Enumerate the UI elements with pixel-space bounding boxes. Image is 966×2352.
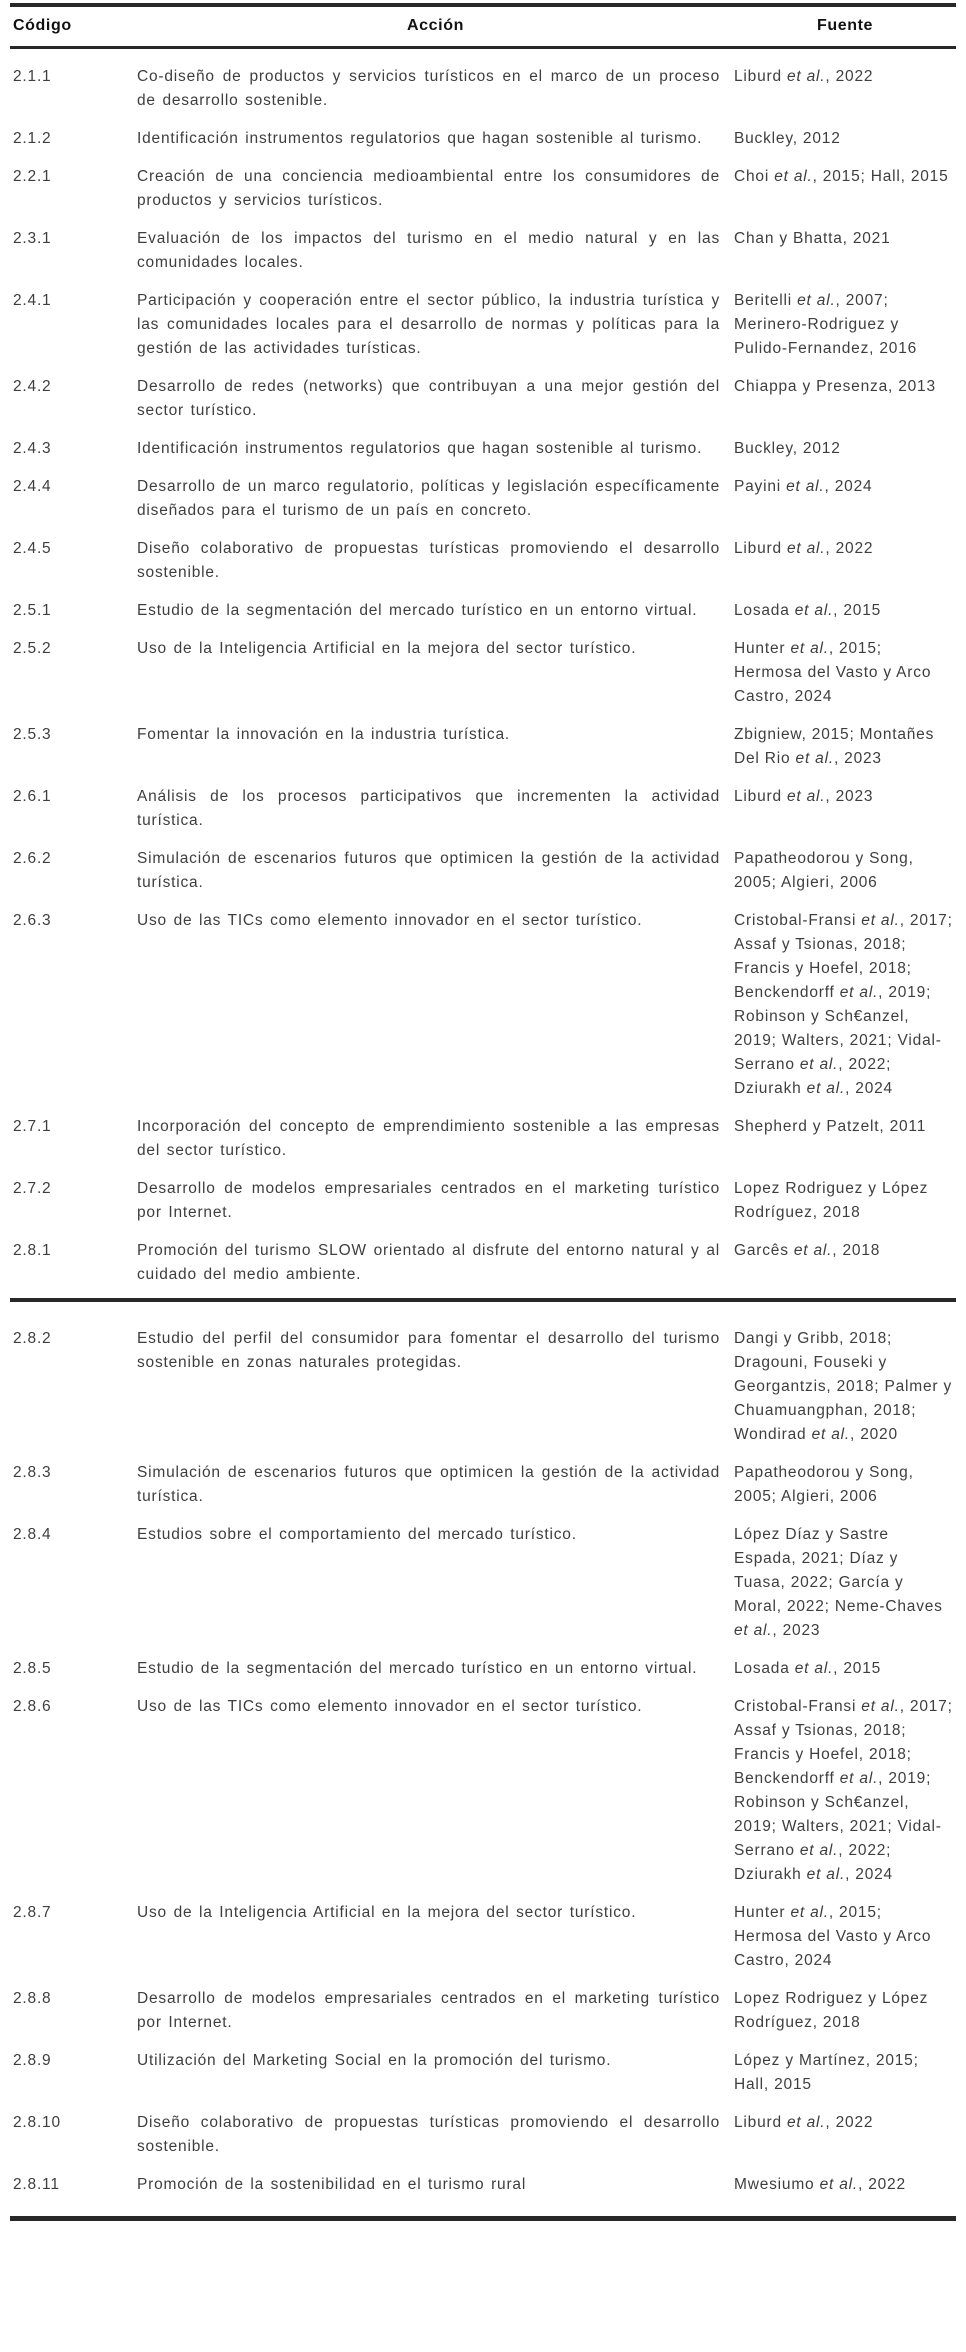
table-row [10,778,956,840]
table-row [10,902,956,1108]
accion-cell: Desarrollo de un marco regulatorio, políticas y legislación específicamente diseñados para el turismo de un país en concreto. [137,478,720,519]
fuente-cell: Payini et al., 2024 [734,478,873,495]
codigo-cell: 2.8.1 [13,1242,52,1259]
codigo-cell: 2.8.9 [13,2052,52,2069]
codigo-cell: 2.8.11 [13,2176,60,2193]
fuente-cell: Buckley, 2012 [734,130,841,147]
codigo-cell: 2.5.2 [13,640,52,657]
codigo-cell: 2.3.1 [13,230,52,247]
accion-cell: Creación de una conciencia medioambiental entre los consumidores de productos y servicios turísticos. [137,168,720,209]
accion-cell: Estudio de la segmentación del mercado turístico en un entorno virtual. [137,1660,698,1677]
table-body [10,49,956,2204]
table-row [10,1980,956,2042]
codigo-cell: 2.8.10 [13,2114,61,2131]
accion-cell: Estudio del perfil del consumidor para fomentar el desarrollo del turismo sostenible en zonas naturales protegidas. [137,1330,720,1371]
fuente-cell: Cristobal-Fransi et al., 2017; Assaf y Tsionas, 2018; Francis y Hoefel, 2018; Benckendorff et al., 2019; Robinson y Sch€anzel, 2019; Walters, 2021; Vidal-Serrano et al., 2022; Dziurakh et al., 2024 [734,1698,953,1883]
fuente-cell: Papatheodorou y Song, 2005; Algieri, 2006 [734,1464,914,1505]
fuente-cell: Losada et al., 2015 [734,1660,882,1677]
table-row [10,430,956,468]
table-row [10,1454,956,1516]
table-row [10,1232,956,1294]
fuente-cell: Lopez Rodriguez y López Rodríguez, 2018 [734,1990,929,2031]
fuente-cell: Cristobal-Fransi et al., 2017; Assaf y Tsionas, 2018; Francis y Hoefel, 2018; Benckendorff et al., 2019; Robinson y Sch€anzel, 2019; Walters, 2021; Vidal-Serrano et al., 2022; Dziurakh et al., 2024 [734,912,953,1097]
codigo-cell: 2.8.7 [13,1904,52,1921]
table-row [10,1516,956,1650]
accion-cell: Promoción de la sostenibilidad en el turismo rural [137,2176,527,2193]
accion-cell: Estudio de la segmentación del mercado turístico en un entorno virtual. [137,602,698,619]
accion-cell: Utilización del Marketing Social en la promoción del turismo. [137,2052,612,2069]
table-row [10,368,956,430]
fuente-cell: Papatheodorou y Song, 2005; Algieri, 2006 [734,850,914,891]
table-row [10,1108,956,1170]
accion-cell: Desarrollo de modelos empresariales centrados en el marketing turístico por Internet. [137,1990,720,2031]
codigo-cell: 2.5.1 [13,602,52,619]
accion-cell: Diseño colaborativo de propuestas turísticas promoviendo el desarrollo sostenible. [137,540,720,581]
table-row [10,282,956,368]
accion-cell: Uso de las TICs como elemento innovador en el sector turístico. [137,1698,643,1715]
table-row [10,630,956,716]
table-row [10,1688,956,1894]
codigo-cell: 2.4.4 [13,478,52,495]
accion-cell: Promoción del turismo SLOW orientado al disfrute del entorno natural y al cuidado del medio ambiente. [137,1242,720,1283]
codigo-cell: 2.8.8 [13,1990,52,2007]
table-row [10,58,956,120]
table-row [10,1894,956,1980]
codigo-cell: 2.1.2 [13,130,52,147]
accion-cell: Uso de la Inteligencia Artificial en la mejora del sector turístico. [137,1904,637,1921]
accion-cell: Desarrollo de redes (networks) que contribuyan a una mejor gestión del sector turístico. [137,378,720,419]
codigo-cell: 2.8.6 [13,1698,52,1715]
fuente-cell: Chan y Bhatta, 2021 [734,230,891,247]
fuente-cell: Dangi y Gribb, 2018; Dragouni, Fouseki y Georgantzis, 2018; Palmer y Chuamuangphan, 2018; Wondirad et al., 2020 [734,1330,953,1443]
codigo-cell: 2.4.2 [13,378,52,395]
codigo-cell: 2.8.3 [13,1464,52,1481]
table-row [10,2042,956,2104]
codigo-cell: 2.6.3 [13,912,52,929]
accion-cell: Fomentar la innovación en la industria turística. [137,726,511,743]
table-row [10,2166,956,2204]
table-row [10,1650,956,1688]
fuente-cell: Choi et al., 2015; Hall, 2015 [734,168,949,185]
column-header-fuente: Fuente [816,17,874,34]
table-row [10,220,956,282]
accion-cell: Análisis de los procesos participativos que incrementen la actividad turística. [137,788,720,829]
table-row [10,592,956,630]
table-row [10,530,956,592]
accion-cell: Evaluación de los impactos del turismo en el medio natural y en las comunidades locales. [137,230,720,271]
table-row [10,716,956,778]
fuente-cell: Chiappa y Presenza, 2013 [734,378,936,395]
accion-cell: Uso de la Inteligencia Artificial en la mejora del sector turístico. [137,640,637,657]
codigo-cell: 2.4.5 [13,540,52,557]
table-header-row [10,7,956,46]
table-row [10,468,956,530]
codigo-cell: 2.8.2 [13,1330,52,1347]
fuente-cell: Liburd et al., 2022 [734,68,874,85]
codigo-cell: 2.6.1 [13,788,52,805]
fuente-cell: Losada et al., 2015 [734,602,882,619]
accion-cell: Estudios sobre el comportamiento del mercado turístico. [137,1526,577,1543]
codigo-cell: 2.8.4 [13,1526,52,1543]
codigo-cell: 2.4.3 [13,440,52,457]
accion-cell: Identificación instrumentos regulatorios que hagan sostenible al turismo. [137,130,703,147]
fuente-cell: López y Martínez, 2015; Hall, 2015 [734,2052,919,2093]
fuente-cell: Garcês et al., 2018 [734,1242,881,1259]
accion-cell: Diseño colaborativo de propuestas turísticas promoviendo el desarrollo sostenible. [137,2114,720,2155]
codigo-cell: 2.5.3 [13,726,52,743]
fuente-cell: Zbigniew, 2015; Montañes Del Rio et al., 2023 [734,726,935,767]
table-row [10,158,956,220]
accion-cell: Co-diseño de productos y servicios turísticos en el marco de un proceso de desarrollo sostenible. [137,68,720,109]
codigo-cell: 2.8.5 [13,1660,52,1677]
fuente-cell: Liburd et al., 2022 [734,540,874,557]
fuente-cell: Liburd et al., 2022 [734,2114,874,2131]
table-row [10,840,956,902]
column-header-accion: Acción [407,17,464,34]
accion-cell: Incorporación del concepto de emprendimiento sostenible a las empresas del sector turístico. [137,1118,720,1159]
codigo-cell: 2.1.1 [13,68,52,85]
accion-cell: Participación y cooperación entre el sector público, la industria turística y las comunidades locales para el desarrollo de normas y políticas para la gestión de las actividades turísticas. [137,292,720,357]
fuente-cell: Lopez Rodriguez y López Rodríguez, 2018 [734,1180,929,1221]
fuente-cell: Mwesiumo et al., 2022 [734,2176,906,2193]
fuente-cell: Liburd et al., 2023 [734,788,874,805]
accion-cell: Uso de las TICs como elemento innovador en el sector turístico. [137,912,643,929]
codigo-cell: 2.4.1 [13,292,52,309]
fuente-cell: Shepherd y Patzelt, 2011 [734,1118,927,1135]
codigo-cell: 2.2.1 [13,168,52,185]
table-row [10,1298,956,1454]
fuente-cell: Beritelli et al., 2007; Merinero-Rodriguez y Pulido-Fernandez, 2016 [734,292,918,357]
table-bottom-rule [10,2216,956,2221]
fuente-cell: Buckley, 2012 [734,440,841,457]
table-row [10,1170,956,1232]
fuente-cell: Hunter et al., 2015; Hermosa del Vasto y Arco Castro, 2024 [734,640,932,705]
codigo-cell: 2.6.2 [13,850,52,867]
codigo-cell: 2.7.2 [13,1180,52,1197]
accion-cell: Simulación de escenarios futuros que optimicen la gestión de la actividad turística. [137,850,720,891]
column-header-codigo: Código [13,17,72,34]
table-row [10,2104,956,2166]
accion-cell: Desarrollo de modelos empresariales centrados en el marketing turístico por Internet. [137,1180,720,1221]
accion-cell: Identificación instrumentos regulatorios que hagan sostenible al turismo. [137,440,703,457]
table-row [10,120,956,158]
codigo-cell: 2.7.1 [13,1118,52,1135]
accion-cell: Simulación de escenarios futuros que optimicen la gestión de la actividad turística. [137,1464,720,1505]
fuente-cell: López Díaz y Sastre Espada, 2021; Díaz y Tuasa, 2022; García y Moral, 2022; Neme-Chaves et al., 2023 [734,1526,943,1639]
fuente-cell: Hunter et al., 2015; Hermosa del Vasto y Arco Castro, 2024 [734,1904,932,1969]
